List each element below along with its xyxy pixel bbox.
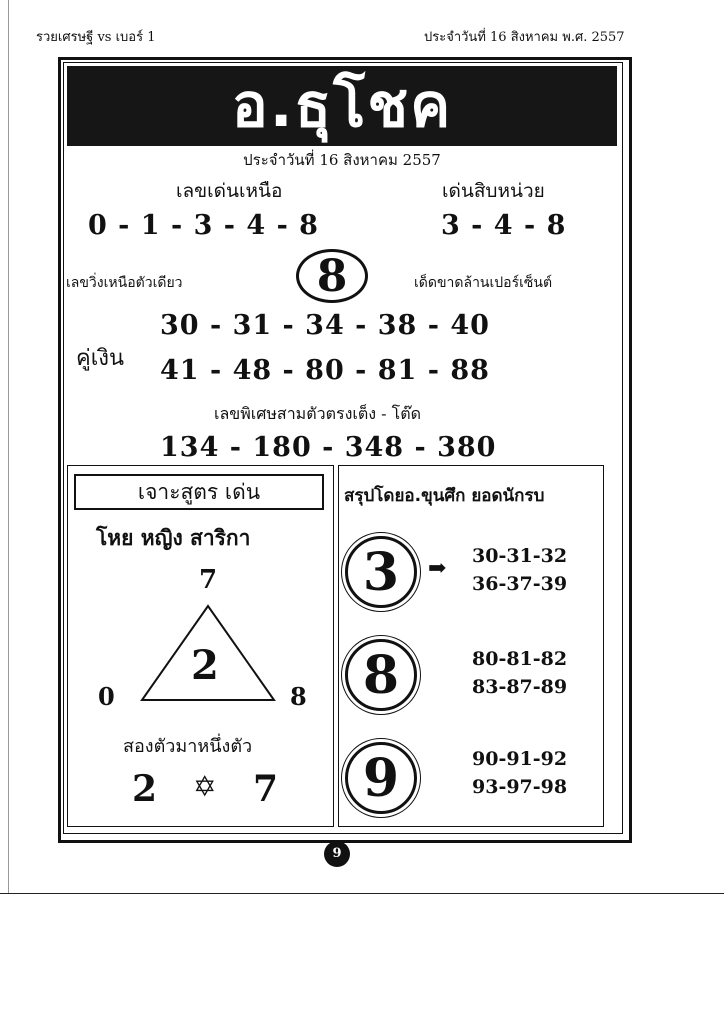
summary-line: 80-81-82	[472, 648, 568, 670]
formula-subtitle: โหย หญิง สาริกา	[96, 526, 251, 550]
leading-north-numbers: 0 - 1 - 3 - 4 - 8	[88, 210, 319, 241]
summary-line: 90-91-92	[472, 748, 568, 770]
header-left-text: รวยเศรษฐี vs เบอร์ 1	[36, 30, 156, 45]
header-right-text: ประจำวันที่ 16 สิงหาคม พ.ศ. 2557	[424, 30, 625, 45]
bottom-left-number: 2	[132, 768, 158, 810]
single-run-circle: 8	[296, 249, 368, 303]
scan-bottom-rule	[0, 893, 724, 894]
certain-label: เด็ดขาดล้านเปอร์เซ็นต์	[414, 275, 553, 291]
three-digit-numbers: 134 - 180 - 348 - 380	[160, 432, 497, 463]
single-run-label: เลขวิ่งเหนือตัวเดียว	[66, 275, 183, 291]
money-pairs-label: คู่เงิน	[76, 346, 125, 371]
summary-line: 30-31-32	[472, 545, 568, 567]
summary-digit: 9	[345, 742, 417, 814]
triangle-top-number: 7	[199, 565, 218, 595]
summary-line: 36-37-39	[472, 573, 568, 595]
tens-units-label: เด่นสิบหน่วย	[442, 180, 545, 202]
summary-title: สรุปโดยอ.ขุนศึก ยอดนักรบ	[344, 486, 545, 506]
pairs-row-1: 30 - 31 - 34 - 38 - 40	[160, 310, 490, 341]
tens-units-numbers: 3 - 4 - 8	[441, 210, 567, 241]
banner-title: อ.ธุโชค	[231, 71, 453, 141]
triangle-left-number: 0	[98, 682, 115, 711]
formula-title: เจาะสูตร เด่น	[74, 474, 324, 510]
summary-line: 93-97-98	[472, 776, 568, 798]
date-line: ประจำวันที่ 16 สิงหาคม 2557	[243, 151, 441, 169]
triangle-right-number: 8	[290, 682, 307, 711]
pairs-row-2: 41 - 48 - 80 - 81 - 88	[160, 355, 490, 386]
two-digit-caption: สองตัวมาหนึ่งตัว	[123, 736, 253, 757]
summary-line: 83-87-89	[472, 676, 568, 698]
page-number: 9	[324, 841, 350, 867]
summary-digit: 3	[345, 536, 417, 608]
leading-north-label: เลขเด่นเหนือ	[176, 180, 283, 202]
arrow-right-icon: ➡	[428, 556, 447, 581]
bottom-right-number: 7	[253, 768, 279, 810]
page-edge-line	[8, 0, 9, 893]
triangle-center-number: 2	[191, 642, 219, 689]
three-digit-label: เลขพิเศษสามตัวตรงเต็ง - โต๊ด	[214, 404, 422, 423]
star-of-david-icon: ✡	[193, 770, 217, 803]
summary-digit: 8	[345, 639, 417, 711]
